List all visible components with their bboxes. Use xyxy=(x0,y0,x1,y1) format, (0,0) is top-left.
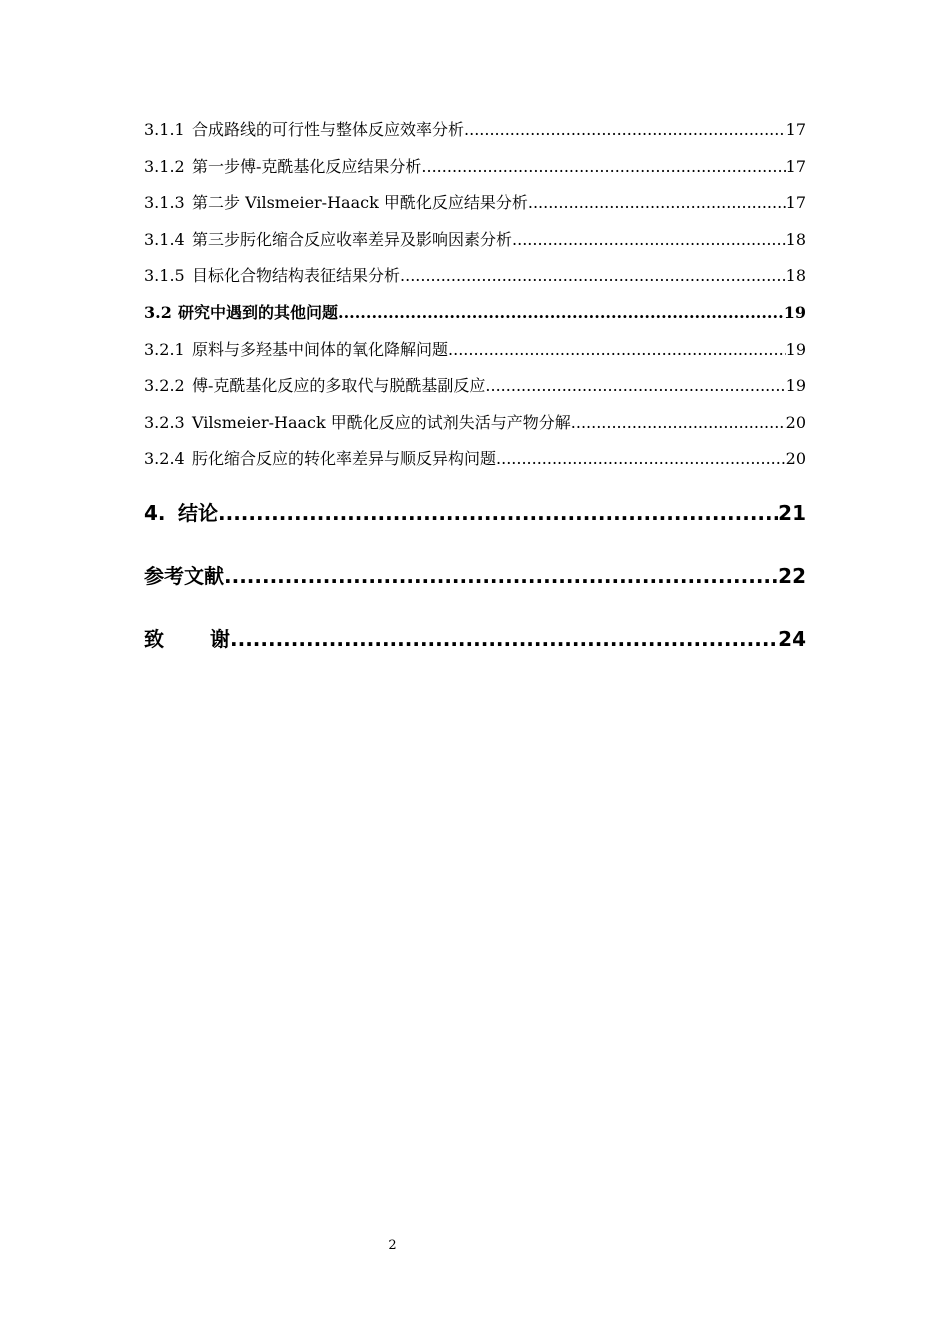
toc-entry-title: 肟化缩合反应的转化率差异与顺反异构问题 xyxy=(192,449,497,469)
toc-entry-title xyxy=(144,608,230,671)
toc-entry-3-1-3[interactable] xyxy=(144,185,806,222)
toc-leader-dots xyxy=(224,545,778,608)
toc-leader-dots xyxy=(230,608,778,671)
toc-entry-title: 第二步 Vilsmeier-Haack 甲酰化反应结果分析 xyxy=(192,193,528,213)
toc-entry-page: 18 xyxy=(785,229,806,249)
toc-entry-title: 研究中遇到的其他问题 xyxy=(178,302,339,322)
toc-entry-title: 傅-克酰基化反应的多取代与脱酰基副反应 xyxy=(192,376,486,396)
toc-entry-page: 19 xyxy=(785,339,806,359)
toc-entry-number: 3.2.4 xyxy=(144,449,185,469)
toc-leader-dots xyxy=(464,112,786,149)
toc-entry-page: 17 xyxy=(785,193,806,213)
toc-entry-3-1-4[interactable] xyxy=(144,222,806,259)
toc-entry-title: 合成路线的可行性与整体反应效率分析 xyxy=(192,120,465,139)
toc-entry-3-1-2[interactable] xyxy=(144,149,806,186)
table-of-contents xyxy=(144,112,806,671)
page-number: 2 xyxy=(388,1238,397,1253)
toc-leader-dots xyxy=(218,482,778,545)
toc-entry-number: 3.2.1 xyxy=(144,339,185,359)
toc-entry-title: 参考文献 xyxy=(144,563,224,588)
toc-leader-dots xyxy=(571,405,786,442)
toc-leader-dots xyxy=(338,295,784,332)
toc-entry-title-part-b: 谢 xyxy=(210,626,230,651)
toc-entry-number: 3.2 xyxy=(144,302,172,322)
toc-entry-number: 3.2.3 xyxy=(144,412,185,432)
toc-leader-dots xyxy=(496,441,786,478)
toc-entry-page: 20 xyxy=(785,449,806,469)
toc-entry-3-2-2[interactable] xyxy=(144,368,806,405)
toc-entry-title: 第一步傅-克酰基化反应结果分析 xyxy=(192,156,422,176)
toc-entry-3-1-1[interactable] xyxy=(144,112,806,149)
toc-entry-3-2[interactable] xyxy=(144,295,806,332)
toc-entry-title: 第三步肟化缩合反应收率差异及影响因素分析 xyxy=(192,229,513,249)
toc-entry-page: 20 xyxy=(785,412,806,432)
toc-entry-title: 目标化合物结构表征结果分析 xyxy=(192,266,401,286)
toc-entry-page: 24 xyxy=(778,626,806,651)
toc-leader-dots xyxy=(512,222,786,259)
toc-entry-acknowledgements[interactable] xyxy=(144,608,806,671)
toc-leader-dots xyxy=(485,368,785,405)
toc-entry-number: 3.1.3 xyxy=(144,193,185,213)
toc-entry-number: 3.1.2 xyxy=(144,156,185,176)
toc-entry-number: 3.1.5 xyxy=(144,266,185,286)
toc-entry-page: 19 xyxy=(785,376,806,396)
toc-entry-page: 22 xyxy=(778,563,806,588)
toc-entry-page: 21 xyxy=(778,500,806,525)
toc-leader-dots xyxy=(400,258,786,295)
toc-leader-dots xyxy=(421,149,785,186)
toc-entry-3-2-3[interactable] xyxy=(144,405,806,442)
toc-entry-number: 3.1.4 xyxy=(144,229,185,249)
toc-entry-page: 18 xyxy=(785,266,806,286)
toc-leader-dots xyxy=(528,185,786,222)
toc-entry-page: 19 xyxy=(783,302,806,322)
toc-entry-title: 原料与多羟基中间体的氧化降解问题 xyxy=(192,339,449,359)
toc-entry-page: 17 xyxy=(785,156,806,176)
toc-entry-number: 3.1.1 xyxy=(144,120,185,139)
toc-entry-references[interactable] xyxy=(144,545,806,608)
toc-entry-title-part-a: 致 xyxy=(144,626,164,651)
toc-entry-number: 3.2.2 xyxy=(144,376,185,396)
toc-entry-3-2-4[interactable] xyxy=(144,441,806,478)
toc-entry-conclusion[interactable] xyxy=(144,482,806,545)
toc-leader-dots xyxy=(448,332,786,369)
toc-entry-title: Vilsmeier-Haack 甲酰化反应的试剂失活与产物分解 xyxy=(192,412,571,432)
toc-entry-page: 17 xyxy=(785,120,806,139)
toc-entry-number: 4. xyxy=(144,500,166,525)
toc-entry-title: 结论 xyxy=(178,500,218,525)
toc-entry-3-1-5[interactable] xyxy=(144,258,806,295)
toc-entry-3-2-1[interactable] xyxy=(144,332,806,369)
